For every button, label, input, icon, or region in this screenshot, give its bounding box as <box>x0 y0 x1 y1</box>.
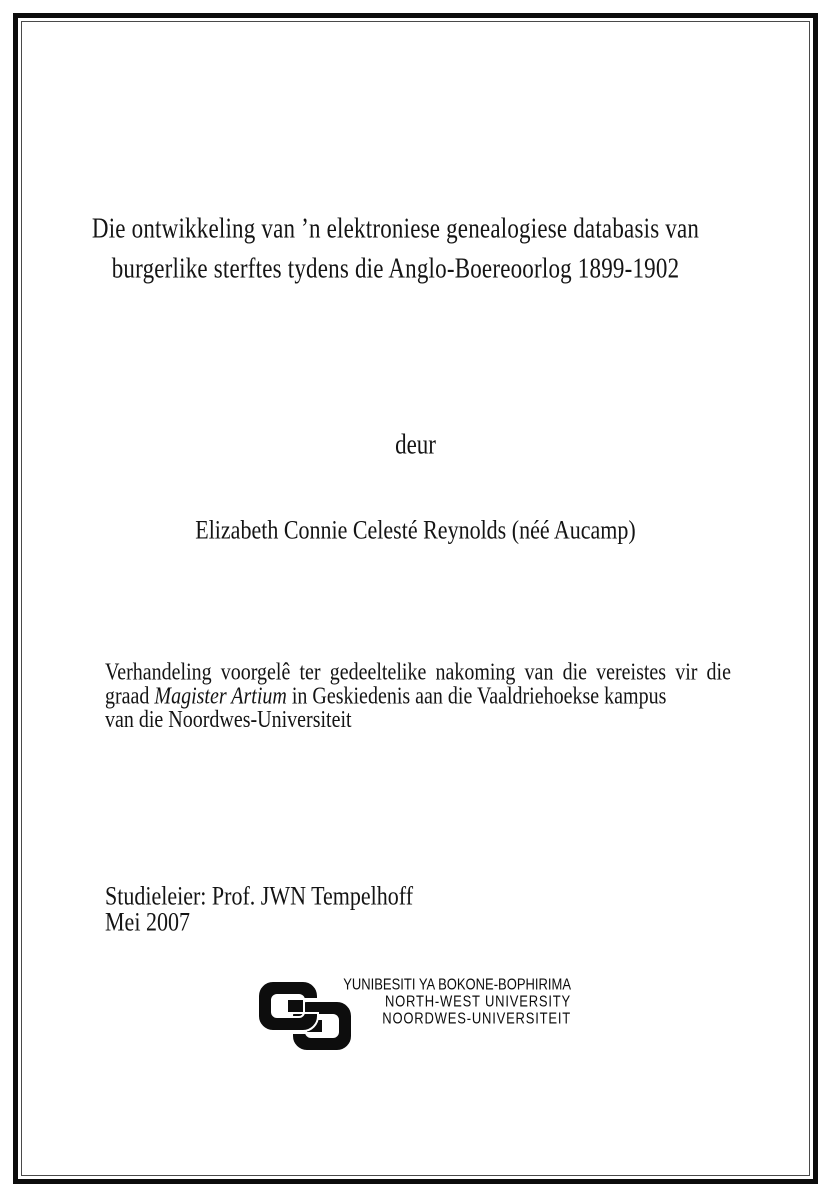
byline-label: deur <box>395 429 436 460</box>
thesis-statement-line1: Verhandeling voorgelê ter gedeeltelike nakoming van die vereistes vir die <box>105 658 731 686</box>
statement-line2-post: in Geskiedenis aan die Vaaldriehoekse kampus <box>286 682 667 710</box>
date-line: Mei 2007 <box>105 905 190 936</box>
thesis-title-line1: Die ontwikkeling van ’n elektroniese genealogiese databasis van <box>91 212 700 244</box>
thesis-title <box>85 208 746 289</box>
university-name-afrikaans: NOORDWES-UNIVERSITEIT <box>382 1008 571 1028</box>
thesis-statement-line3: van die Noordwes-Universiteit <box>105 706 352 733</box>
author-name: Elizabeth Connie Celesté Reynolds (néé Aucamp) <box>195 514 636 545</box>
university-wordmark <box>256 976 571 1027</box>
university-name-english: NORTH-WEST UNIVERSITY <box>384 991 571 1011</box>
degree-name-italic: Magister Artium <box>154 682 287 710</box>
thesis-title-line2: burgerlike sterftes tydens die Anglo-Boereoorlog 1899-1902 <box>111 253 680 284</box>
statement-line2-pre: graad <box>105 682 155 710</box>
thesis-statement <box>105 658 731 733</box>
supervisor-block <box>105 880 605 936</box>
university-logo <box>256 974 586 1054</box>
university-name-setswana: YUNIBESITI YA BOKONE-BOPHIRIMA <box>343 974 571 994</box>
thesis-statement-line2 <box>105 682 731 710</box>
supervisor-line: Studieleier: Prof. JWN Tempelhoff <box>105 880 414 911</box>
